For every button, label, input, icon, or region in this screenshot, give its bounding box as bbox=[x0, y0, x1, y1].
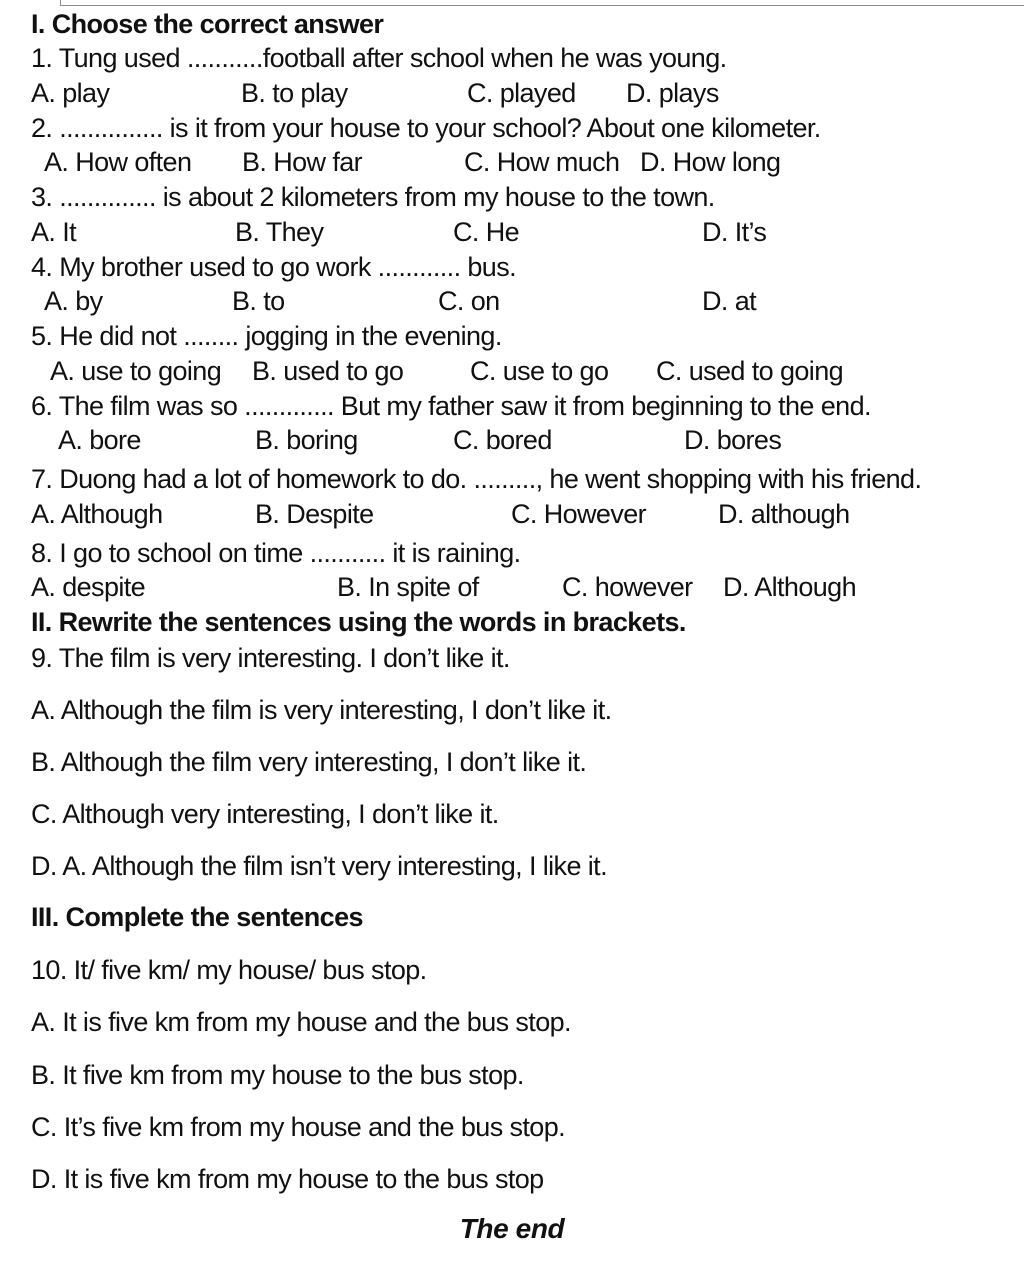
question-3-option-c: C. He bbox=[453, 217, 520, 247]
question-5-option-b: B. used to go bbox=[252, 356, 404, 386]
question-1-option-a: A. play bbox=[31, 78, 110, 108]
question-4-option-b: B. to bbox=[232, 286, 285, 316]
question-8-option-d: D. Although bbox=[723, 572, 857, 602]
question-7-option-d: D. although bbox=[718, 499, 850, 529]
question-9-option-c: C. Although very interesting, I don’t like it. bbox=[31, 799, 499, 829]
question-6-option-d: D. bores bbox=[684, 425, 782, 455]
question-3-option-b: B. They bbox=[235, 217, 324, 247]
question-3-text: 3. .............. is about 2 kilometers from my house to the town. bbox=[31, 182, 715, 212]
section-2-heading: II. Rewrite the sentences using the words in brackets. bbox=[31, 607, 686, 637]
question-1-option-d: D. plays bbox=[626, 78, 719, 108]
question-4-option-c: C. on bbox=[438, 286, 500, 316]
section-1-heading: I. Choose the correct answer bbox=[31, 9, 384, 39]
question-8-option-b: B. In spite of bbox=[337, 572, 479, 602]
question-10-option-c: C. It’s five km from my house and the bus stop. bbox=[31, 1112, 566, 1142]
question-3-option-d: D. It’s bbox=[702, 217, 767, 247]
question-10-option-a: A. It is five km from my house and the bus stop. bbox=[31, 1007, 571, 1037]
question-5-option-a: A. use to going bbox=[50, 356, 222, 386]
section-3-heading: III. Complete the sentences bbox=[31, 902, 363, 932]
question-2-option-a: A. How often bbox=[44, 147, 192, 177]
question-9-option-b: B. Although the film very interesting, I don’t like it. bbox=[31, 747, 587, 777]
question-2-option-b: B. How far bbox=[242, 147, 363, 177]
question-10-option-d: D. It is five km from my house to the bus stop bbox=[31, 1164, 544, 1194]
question-7-option-a: A. Although bbox=[31, 499, 163, 529]
question-5-option-d: C. used to going bbox=[656, 356, 844, 386]
question-1-text: 1. Tung used ...........football after school when he was young. bbox=[31, 43, 727, 73]
question-2-text: 2. ............... is it from your house to your school? About one kilometer. bbox=[31, 113, 821, 143]
question-10-option-b: B. It five km from my house to the bus stop. bbox=[31, 1060, 524, 1090]
question-6-option-a: A. bore bbox=[58, 425, 141, 455]
question-4-option-d: D. at bbox=[702, 286, 757, 316]
question-8-option-c: C. however bbox=[562, 572, 693, 602]
question-6-option-b: B. boring bbox=[255, 425, 358, 455]
question-2-option-d: D. How long bbox=[640, 147, 781, 177]
question-5-option-c: C. use to go bbox=[470, 356, 609, 386]
question-7-text: 7. Duong had a lot of homework to do. ........., he went shopping with his friend. bbox=[31, 464, 922, 494]
the-end-text: The end bbox=[459, 1213, 565, 1244]
question-7-option-c: C. However bbox=[511, 499, 647, 529]
question-8-option-a: A. despite bbox=[31, 572, 146, 602]
question-5-text: 5. He did not ........ jogging in the evening. bbox=[31, 321, 502, 351]
question-1-option-b: B. to play bbox=[241, 78, 348, 108]
question-6-option-c: C. bored bbox=[453, 425, 552, 455]
question-4-option-a: A. by bbox=[44, 286, 103, 316]
question-6-text: 6. The film was so ............. But my father saw it from beginning to the end. bbox=[31, 391, 871, 421]
question-2-option-c: C. How much bbox=[464, 147, 620, 177]
question-8-text: 8. I go to school on time ........... it is raining. bbox=[31, 538, 521, 568]
question-4-text: 4. My brother used to go work ............ bus. bbox=[31, 252, 517, 282]
question-3-option-a: A. It bbox=[31, 217, 77, 247]
question-9-text: 9. The film is very interesting. I don’t like it. bbox=[31, 643, 510, 673]
question-7-option-b: B. Despite bbox=[255, 499, 374, 529]
question-9-option-d: D. A. Although the film isn’t very interesting, I like it. bbox=[31, 851, 607, 881]
top-border-line bbox=[60, 0, 1024, 6]
question-1-option-c: C. played bbox=[467, 78, 576, 108]
question-9-option-a: A. Although the film is very interesting, I don’t like it. bbox=[31, 695, 612, 725]
question-10-text: 10. It/ five km/ my house/ bus stop. bbox=[31, 955, 427, 985]
